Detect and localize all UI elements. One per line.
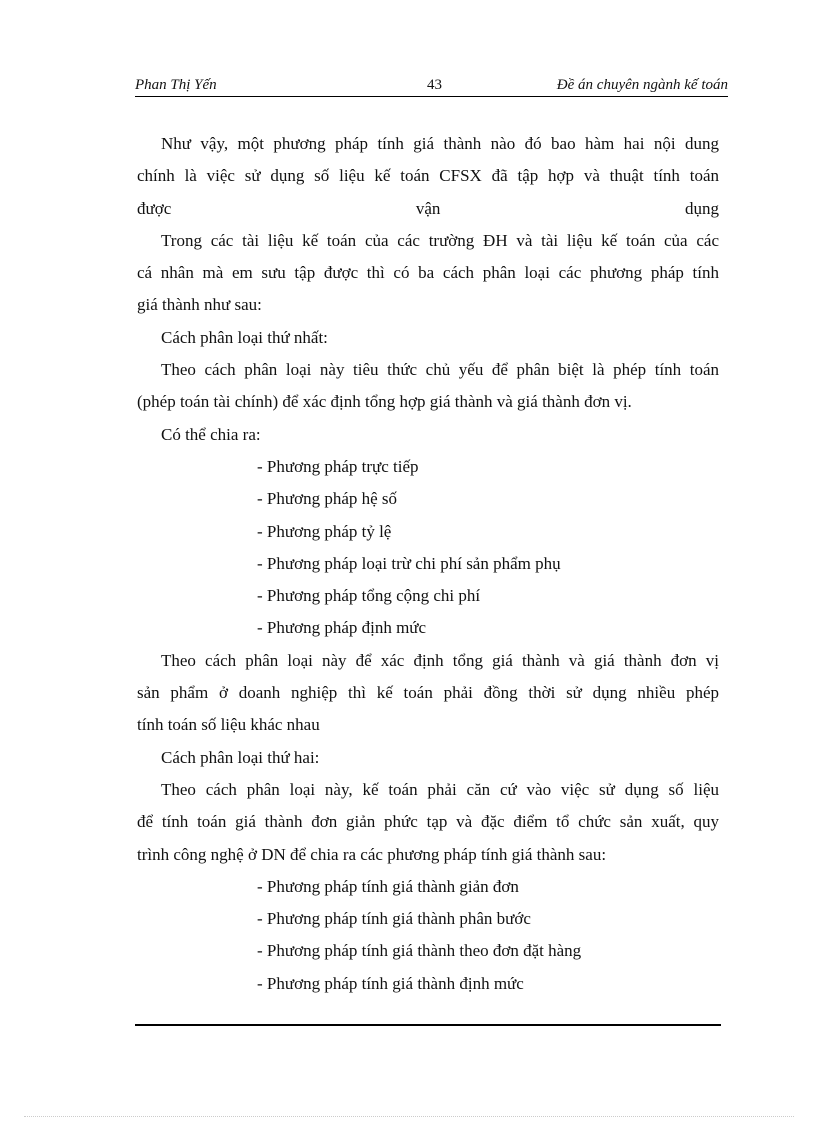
paragraph-line: sản phẩm ở doanh nghiệp thì kế toán phải đồng thời sử dụng nhiều phép [137, 683, 719, 703]
list-item: - Phương pháp định mức [257, 618, 427, 638]
paragraph-line: (phép toán tài chính) để xác định tổng hợp giá thành và giá thành đơn vị. [137, 392, 632, 412]
list-item: - Phương pháp tỷ lệ [257, 521, 392, 541]
paragraph-line: Theo cách phân loại này, kế toán phải căn cứ vào việc sử dụng số liệu [161, 779, 719, 799]
list-item: - Phương pháp trực tiếp [257, 456, 419, 476]
paragraph-line: cá nhân mà em sưu tập được thì có ba cách phân loại các phương pháp tính [137, 263, 719, 283]
paragraph-line: Theo cách phân loại này để xác định tổng giá thành và giá thành đơn vị [161, 650, 719, 670]
list-item: - Phương pháp tính giá thành theo đơn đặt hàng [257, 941, 582, 961]
list-item: - Phương pháp tổng cộng chi phí [257, 586, 481, 606]
paragraph-line: để tính toán giá thành đơn giản phức tạp và đặc điểm tổ chức sản xuất, quy [137, 812, 719, 832]
section-heading: Cách phân loại thứ hai: [161, 747, 320, 767]
list-item: - Phương pháp tính giá thành giản đơn [257, 876, 519, 896]
list-item: - Phương pháp tính giá thành định mức [257, 973, 524, 993]
paragraph-line: Trong các tài liệu kế toán của các trường ĐH và tài liệu kế toán của các [161, 230, 719, 250]
paragraph-line: Có thể chia ra: [161, 424, 261, 444]
paragraph-line: Như vậy, một phương pháp tính giá thành nào đó bao hàm hai nội dung [161, 134, 719, 153]
list-item: - Phương pháp tính giá thành phân bước [257, 909, 531, 929]
header-author: Phan Thị Yến [135, 77, 217, 93]
paragraph-line: tính toán số liệu khác nhau [137, 715, 320, 735]
footer-rule [135, 1024, 721, 1026]
header-project-title: Đề án chuyên ngành kế toán [556, 77, 728, 93]
paragraph-line: được vận dụng [137, 198, 719, 218]
page-number: 43 [427, 77, 442, 93]
paragraph-line: Theo cách phân loại này tiêu thức chủ yếu để phân biệt là phép tính toán [161, 360, 719, 380]
section-heading: Cách phân loại thứ nhất: [161, 327, 328, 347]
paragraph-line: giá thành như sau: [137, 295, 262, 315]
list-item: - Phương pháp hệ số [257, 489, 398, 509]
document-body [137, 128, 719, 1000]
paragraph-line: trình công nghệ ở DN để chia ra các phương pháp tính giá thành sau: [137, 844, 607, 864]
page-edge-divider [24, 1116, 794, 1117]
page-header [135, 76, 728, 97]
paragraph-line: chính là việc sử dụng số liệu kế toán CFSX đã tập hợp và thuật tính toán [137, 166, 719, 186]
list-item: - Phương pháp loại trừ chi phí sản phẩm phụ [257, 553, 561, 573]
